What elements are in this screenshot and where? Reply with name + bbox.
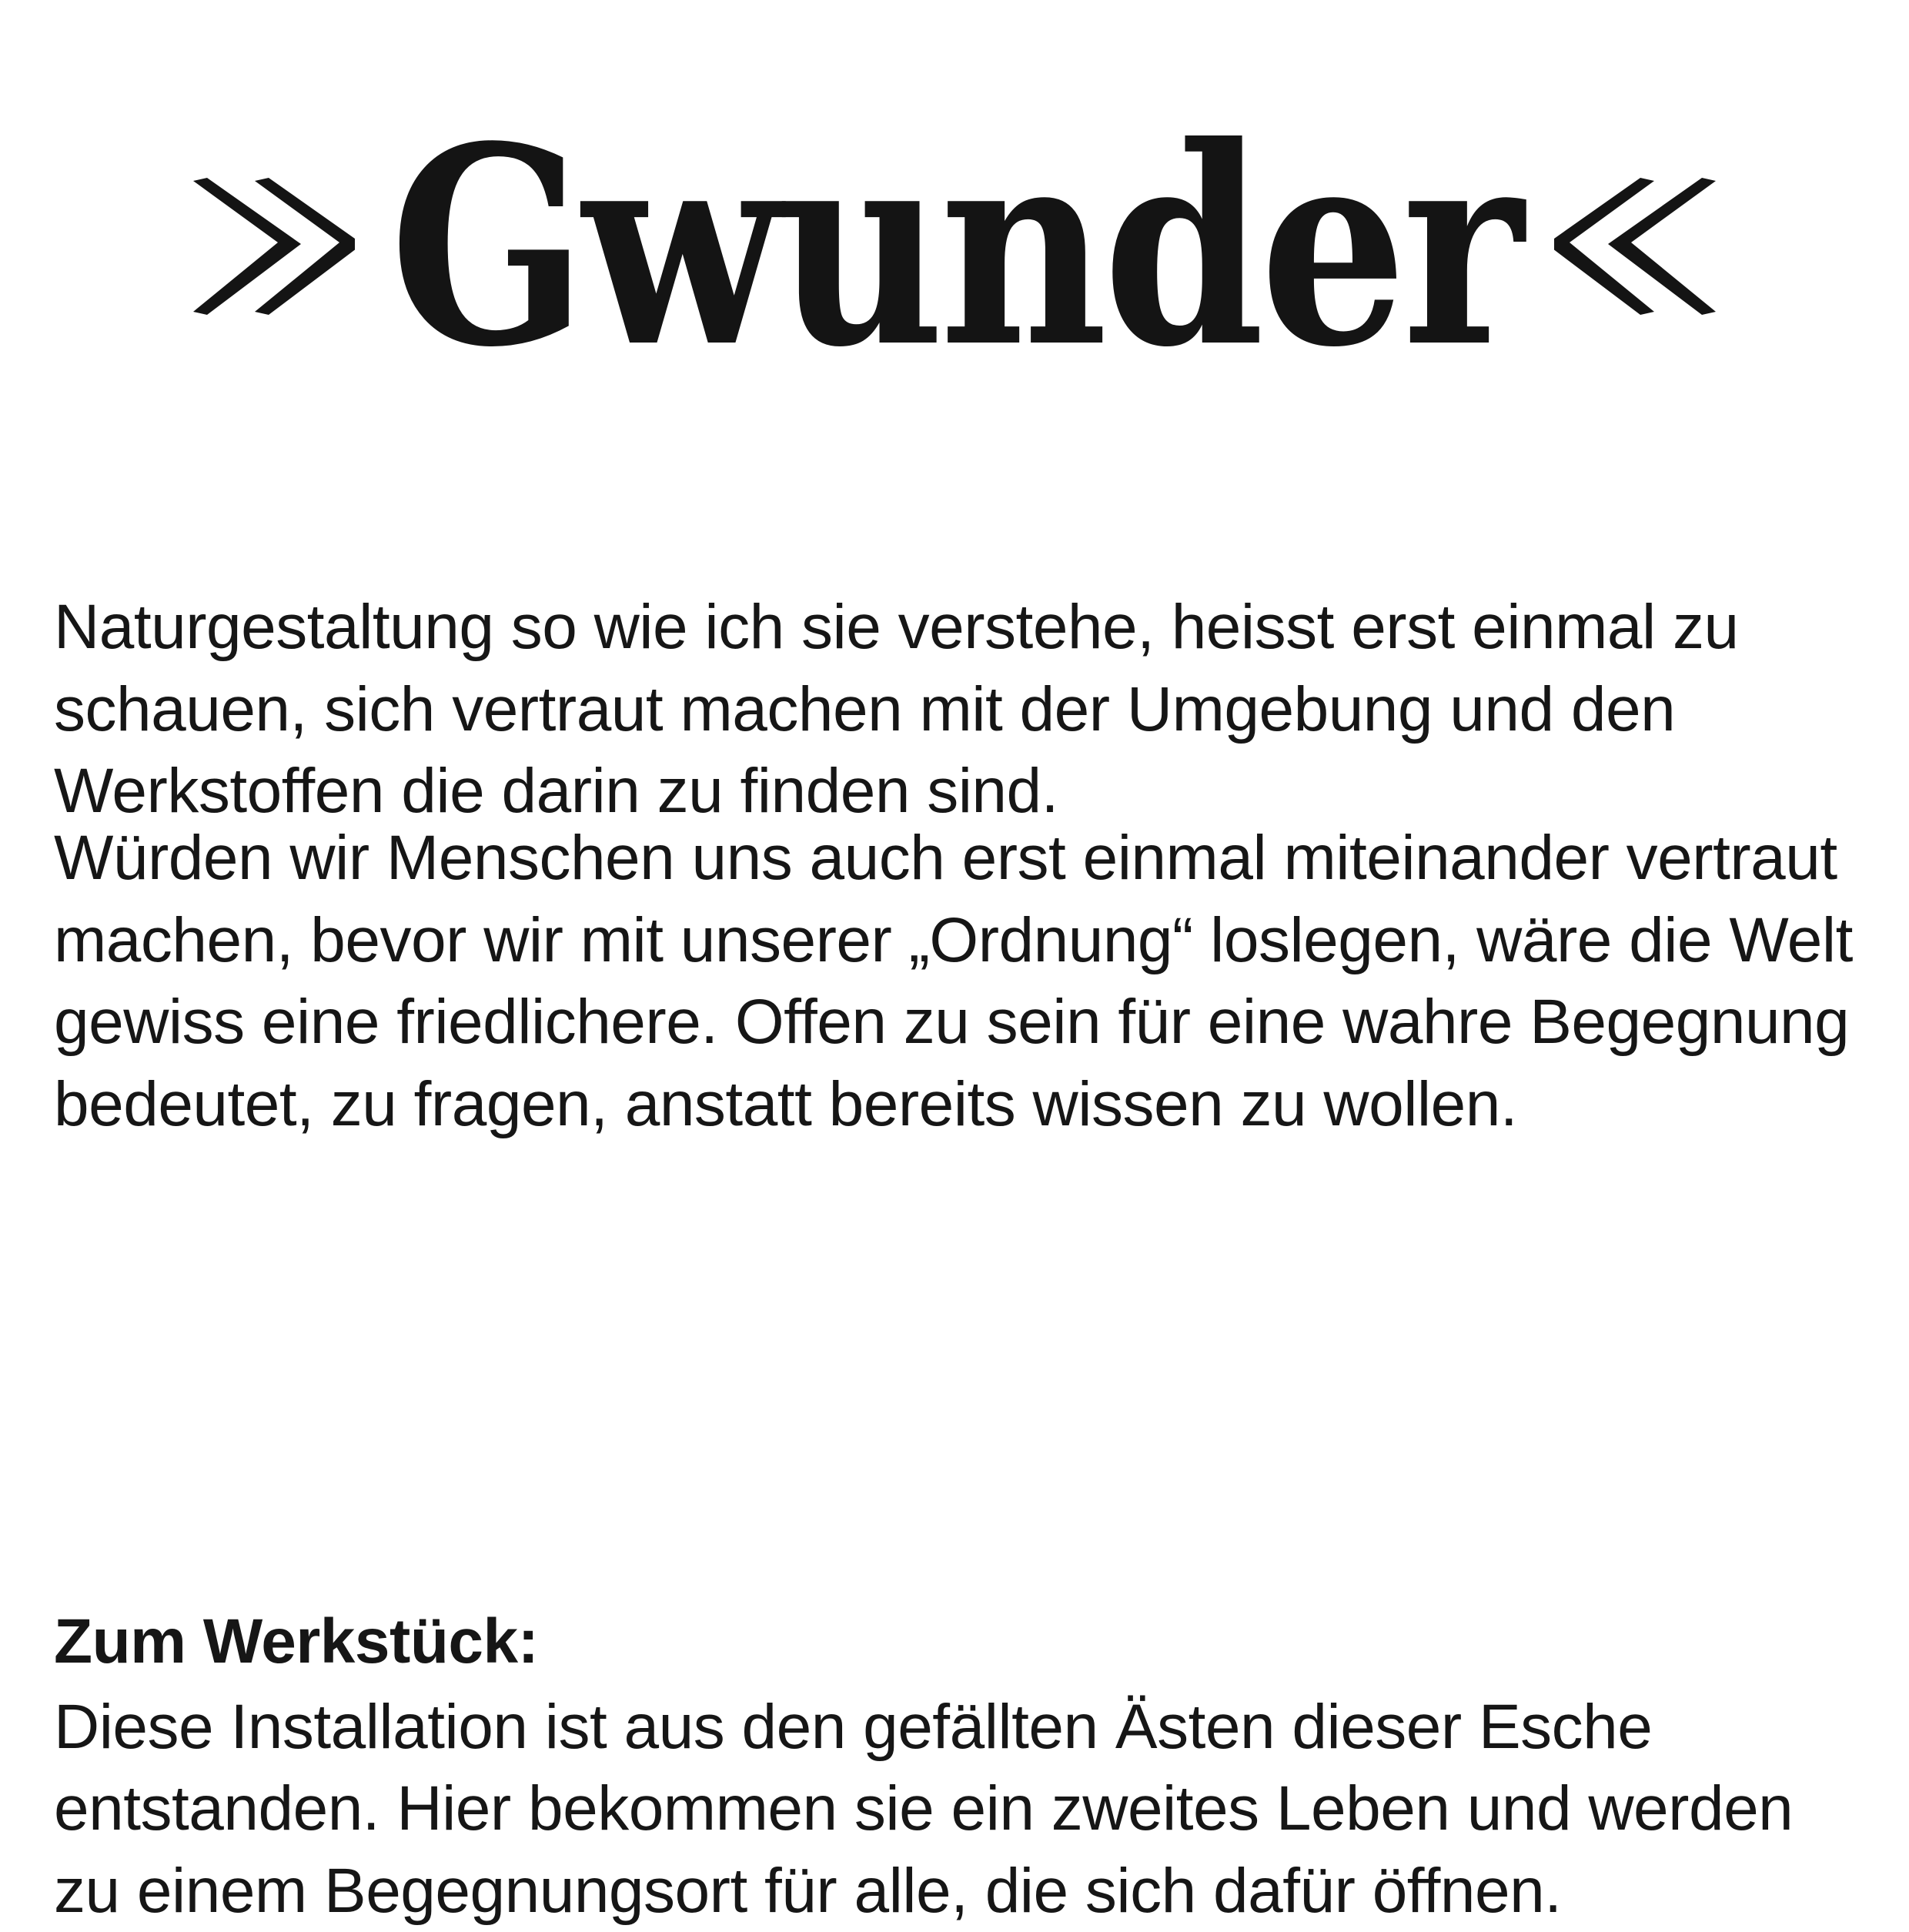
footer-body: Diese Installation ist aus den gefällten Ästen dieser Esche entstanden. Hier bekommen sie ein zweites Leben und werden zu einem Begegnungsort für alle, die sich dafür öffnen. [54,1691,1794,1926]
double-chevron-right-icon [182,146,359,346]
footer-heading: Zum Werkstück: [54,1606,539,1676]
page-title: Gwunder [389,85,1520,407]
paragraph-reflection: Würden wir Menschen uns auch erst einmal miteinander vertraut machen, bevor wir mit unserer „Ordnung“ loslegen, wäre die Welt gewiss eine friedlichere. Offen zu sein für eine wahre Begegnung bedeutet, zu fragen, anstatt bereits wissen zu wollen. [54,823,1853,1139]
double-chevron-left-icon [1550,146,1727,346]
paragraph-intro: Naturgestaltung so wie ich sie verstehe, heisst erst einmal zu schauen, sich vertraut machen mit der Umgebung und den Werkstoffen die darin zu finden sind. [54,592,1739,827]
footer-block [54,1601,1863,1932]
title-row [0,85,1909,408]
